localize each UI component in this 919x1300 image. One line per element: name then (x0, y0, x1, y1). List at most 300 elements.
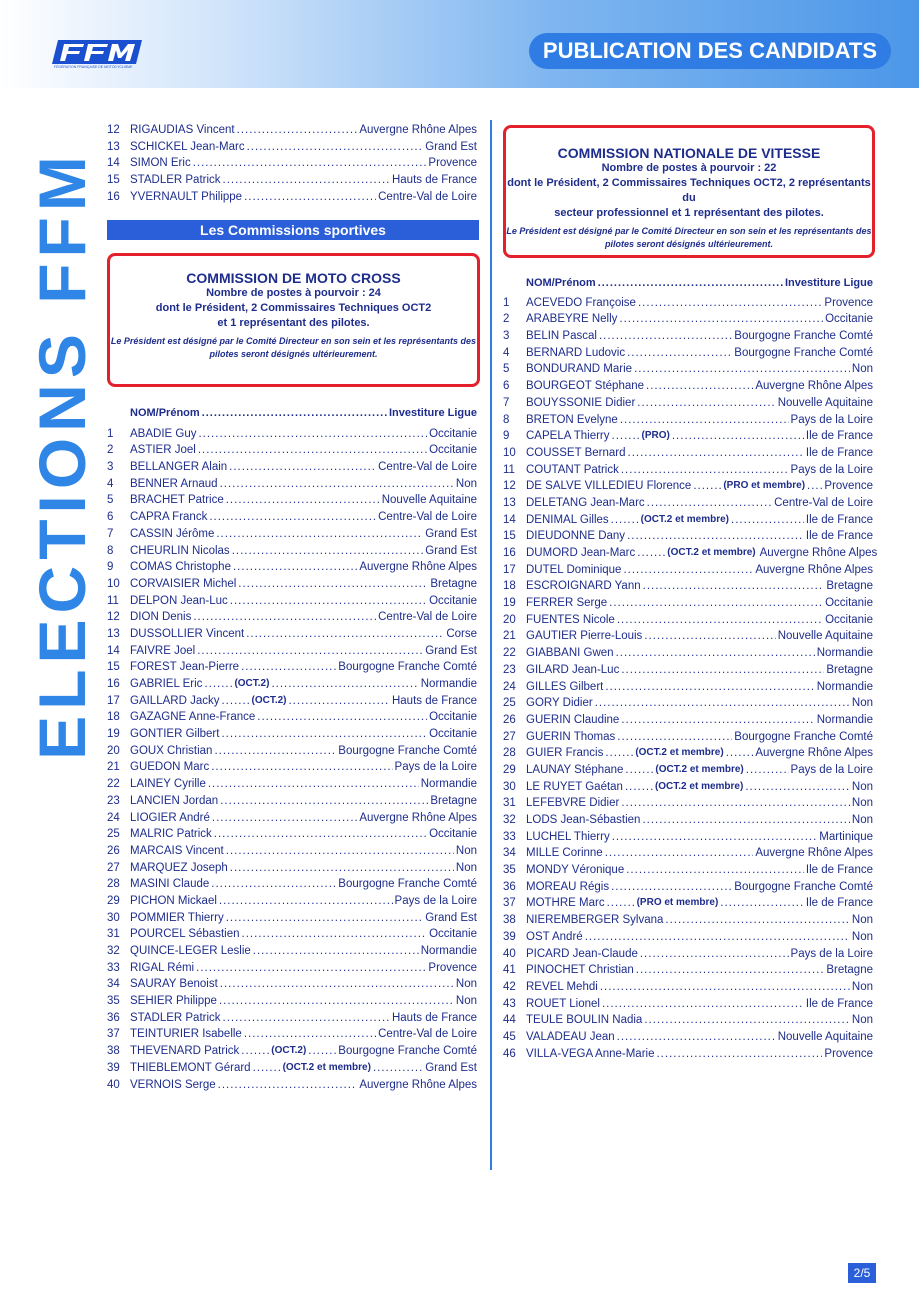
candidate-name: MALRIC Patrick (130, 828, 212, 841)
candidate-number: 36 (503, 880, 516, 893)
list-item (503, 1029, 873, 1046)
list-item (107, 643, 477, 660)
list-item (107, 709, 477, 726)
list-item (503, 862, 873, 879)
candidate-number: 16 (107, 678, 120, 690)
candidate-ligue: Bourgogne Franche Comté (734, 730, 873, 743)
candidate-ligue: Pays de la Loire (790, 763, 873, 776)
candidate-number: 30 (107, 911, 120, 924)
candidate-number: 5 (503, 363, 510, 376)
candidate-number: 15 (107, 174, 120, 187)
list-item (503, 795, 873, 812)
candidate-name: PINOCHET Christian (526, 964, 634, 977)
candidate-number: 22 (107, 778, 120, 791)
candidate-name: TEULE BOULIN Nadia (526, 1014, 643, 1027)
list-item (107, 509, 477, 526)
candidate-ligue: Hauts de France (391, 1011, 477, 1024)
candidate-name: BELIN Pascal (526, 330, 597, 343)
candidate-name: MILLE Corinne (526, 847, 603, 860)
candidate-number: 9 (107, 561, 114, 574)
candidate-name: BOURGEOT Stéphane (526, 380, 645, 393)
candidate-name: DENIMAL Gilles (526, 513, 609, 526)
candidate-ligue: Non (851, 797, 873, 810)
candidate-name: REVEL Mehdi (526, 980, 598, 993)
candidate-number: 31 (107, 928, 120, 941)
list-item (503, 996, 873, 1013)
candidate-number: 16 (503, 547, 516, 559)
candidate-name: DIEUDONNE Dany (526, 530, 626, 543)
candidate-name: FAIVRE Joel (130, 644, 196, 657)
candidate-name: ACEVEDO Françoise (526, 296, 636, 309)
list-item (503, 879, 873, 896)
list-item (503, 762, 873, 779)
candidate-name: STADLER Patrick (130, 1011, 221, 1024)
candidate-name: FUENTES Nicole (526, 613, 615, 626)
list-item (503, 628, 873, 645)
candidate-ligue: Non (851, 697, 873, 710)
candidate-ligue: Auvergne Rhône Alpes (755, 563, 873, 576)
candidate-name: GAILLARD Jacky (130, 694, 220, 707)
candidate-name: ESCROIGNARD Yann (526, 580, 641, 593)
candidate-name: COUSSET Bernard (526, 446, 626, 459)
list-item (503, 545, 878, 562)
candidate-ligue: Bretagne (430, 794, 477, 807)
candidate-name: ARABEYRE Nelly (526, 313, 618, 326)
candidate-number: 14 (107, 157, 120, 170)
candidate-ligue: Ile de France (805, 897, 873, 910)
candidate-ligue: Auvergne Rhône Alpes (755, 747, 873, 760)
candidate-ligue: Bretagne (430, 577, 477, 590)
candidate-ligue: Occitanie (429, 928, 477, 941)
list-item (107, 693, 477, 710)
candidate-name: CAPRA Franck (130, 511, 208, 524)
candidate-number: 24 (503, 680, 516, 693)
candidate-name: QUINCE-LEGER Leslie (130, 945, 251, 957)
logo-subtitle: FÉDÉRATION FRANÇAISE DE MOTOCYCLISME (54, 65, 133, 69)
candidate-number: 25 (107, 828, 120, 841)
candidate-number: 17 (107, 694, 120, 707)
side-title-block (22, 120, 102, 780)
list-item (503, 562, 873, 579)
list-item (503, 979, 873, 996)
candidate-name: GUERIN Thomas (526, 730, 616, 743)
candidate-name: MARQUEZ Joseph (130, 861, 228, 874)
list-item (503, 679, 873, 696)
candidate-ligue: Ile de France (805, 864, 873, 877)
candidate-name: THEVENARD Patrick (130, 1045, 240, 1058)
list-item (503, 595, 873, 612)
cross-info-box (107, 253, 480, 387)
list-item (503, 462, 873, 479)
candidate-name: LUCHEL Thierry (526, 830, 610, 843)
list-item (503, 929, 873, 946)
list-item (107, 609, 477, 626)
candidate-number: 6 (503, 380, 510, 393)
candidate-number: 35 (503, 864, 516, 877)
candidate-ligue: Centre-Val de Loire (378, 1028, 477, 1041)
candidate-name: DUSSOLLIER Vincent (130, 627, 245, 640)
candidate-name: LODS Jean-Sébastien (526, 814, 641, 826)
candidate-ligue: Nouvelle Aquitaine (381, 494, 477, 507)
list-item (107, 910, 477, 927)
candidate-name: PICHON Mickael (130, 894, 217, 907)
candidate-number: 40 (503, 947, 516, 960)
list-item (503, 1012, 873, 1029)
candidate-ligue: Non (455, 978, 477, 991)
candidate-name: CORVAISIER Michel (130, 577, 237, 590)
candidate-ligue: Grand Est (425, 544, 477, 557)
candidate-name: THIEBLEMONT Gérard (130, 1061, 251, 1074)
candidate-ligue: Occitanie (429, 444, 477, 457)
candidate-name: GORY Didier (526, 697, 593, 710)
section-band: Les Commissions sportives (107, 220, 479, 240)
list-item (107, 172, 477, 189)
candidate-role-tag: (PRO) (641, 430, 670, 442)
vitesse-note2: pilotes seront désignés ultérieurement. (604, 239, 774, 249)
candidate-ligue: Grand Est (425, 527, 477, 540)
col-name-header: NOM/Prénom (526, 277, 596, 289)
candidate-ligue: Normandie (816, 713, 873, 726)
candidate-ligue: Centre-Val de Loire (774, 496, 873, 509)
candidate-name: BRACHET Patrice (130, 494, 224, 507)
candidate-ligue: Occitanie (825, 613, 873, 626)
vitesse-title: COMMISSION NATIONALE DE VITESSE (557, 145, 821, 161)
candidate-role-tag: (OCT.2 et membre) (655, 763, 744, 775)
candidate-number: 25 (503, 697, 516, 710)
candidate-ligue: Non (851, 914, 873, 927)
candidate-ligue: Centre-Val de Loire (378, 611, 477, 624)
candidate-number: 9 (503, 430, 510, 443)
col-name-header: NOM/Prénom (130, 407, 200, 419)
candidate-ligue: Non (851, 363, 873, 376)
col-ligue-header: Investiture Ligue (784, 277, 873, 289)
candidate-name: COMAS Christophe (130, 561, 231, 574)
candidate-ligue: Non (851, 980, 873, 993)
list-item (107, 893, 477, 910)
candidate-ligue: Normandie (420, 678, 477, 690)
list-item (503, 378, 873, 395)
candidate-ligue: Occitanie (429, 828, 477, 841)
candidate-number: 36 (107, 1011, 120, 1024)
candidate-ligue: Hauts de France (391, 174, 477, 187)
candidate-name: DUTEL Dominique (526, 563, 622, 576)
list-item (503, 845, 873, 862)
side-title: ELECTIONS FFM (25, 150, 99, 760)
list-item (107, 1077, 477, 1094)
list-item (503, 895, 873, 912)
candidate-name: DE SALVE VILLEDIEU Florence (526, 480, 692, 493)
candidate-ligue: Non (851, 1014, 873, 1027)
list-item (503, 695, 873, 712)
candidate-name: VALADEAU Jean (526, 1030, 615, 1043)
candidate-number: 14 (503, 513, 516, 526)
candidate-ligue: Bourgogne Franche Comté (338, 661, 477, 674)
candidate-name: CASSIN Jérôme (130, 527, 215, 540)
candidate-number: 3 (107, 461, 114, 474)
list-item (503, 528, 873, 545)
list-item (503, 328, 873, 345)
candidate-ligue: Ile de France (805, 446, 873, 459)
vitesse-info-box (503, 125, 875, 258)
candidate-name: DELPON Jean-Luc (130, 594, 228, 607)
candidate-number: 17 (503, 563, 516, 576)
list-item (107, 1060, 477, 1077)
candidate-number: 23 (107, 794, 120, 807)
candidate-ligue: Grand Est (425, 140, 477, 153)
list-item (107, 776, 477, 793)
column-divider (490, 120, 492, 1170)
candidate-number: 12 (503, 480, 516, 493)
list-item (107, 876, 477, 893)
candidate-name: STADLER Patrick (130, 174, 221, 187)
candidate-name: TEINTURIER Isabelle (130, 1028, 242, 1041)
candidate-name: POURCEL Sébastien (130, 928, 240, 941)
candidate-number: 8 (107, 544, 114, 557)
candidate-ligue: Bourgogne Franche Comté (734, 880, 873, 893)
list-item (503, 745, 873, 762)
candidate-ligue: Normandie (420, 778, 477, 791)
candidate-role-tag: (OCT.2 et membre) (654, 780, 744, 792)
candidate-number: 23 (503, 663, 516, 676)
candidate-number: 19 (503, 597, 516, 610)
list-item (107, 659, 477, 676)
candidate-number: 8 (503, 413, 510, 426)
col-ligue-header: Investiture Ligue (388, 407, 477, 419)
candidate-name: CAPELA Thierry (526, 430, 610, 443)
candidate-name: GILARD Jean-Luc (526, 663, 620, 676)
candidate-number: 15 (107, 661, 120, 674)
candidate-number: 29 (503, 763, 516, 776)
candidate-number: 13 (107, 627, 120, 640)
candidate-number: 28 (503, 747, 516, 760)
candidate-ligue: Bourgogne Franche Comté (734, 346, 873, 359)
list-item (503, 812, 873, 829)
candidate-name: GILLES Gilbert (526, 680, 604, 693)
list-item (503, 361, 873, 378)
previous-list (107, 122, 477, 205)
candidate-ligue: Provence (824, 1047, 873, 1060)
candidate-ligue: Pays de la Loire (790, 463, 873, 476)
candidate-number: 18 (503, 580, 516, 593)
candidate-ligue: Centre-Val de Loire (378, 461, 477, 474)
candidate-number: 12 (107, 611, 120, 624)
candidate-number: 20 (107, 744, 120, 757)
candidate-number: 1 (107, 427, 114, 440)
cross-line1: Nombre de postes à pourvoir : 24 (206, 287, 381, 299)
list-item (503, 412, 873, 429)
vitesse-line1: Nombre de postes à pourvoir : 22 (601, 162, 777, 174)
candidate-name: ABADIE Guy (130, 427, 197, 440)
vitesse-line2: dont le Président, 2 Commissaires Techniques OCT2, 2 représentants du (507, 177, 871, 204)
candidate-number: 27 (503, 730, 516, 743)
candidate-ligue: Hauts de France (391, 694, 477, 707)
list-item (503, 946, 873, 963)
list-item (107, 459, 477, 476)
candidate-role-tag: (OCT.2 et membre) (640, 513, 730, 525)
candidate-number: 5 (107, 494, 114, 507)
candidate-name: SAURAY Benoist (130, 978, 218, 991)
candidate-name: CHEURLIN Nicolas (130, 544, 230, 557)
candidate-number: 38 (107, 1045, 120, 1058)
candidate-number: 40 (107, 1078, 120, 1091)
list-item (107, 993, 477, 1010)
vitesse-line3: secteur professionnel et 1 représentant des pilotes. (554, 207, 824, 219)
candidate-ligue: Auvergne Rhône Alpes (359, 811, 477, 824)
candidate-ligue: Bourgogne Franche Comté (338, 878, 477, 891)
list-item (503, 311, 873, 328)
list-item (107, 559, 477, 576)
candidate-number: 41 (503, 964, 516, 977)
candidate-ligue: Bretagne (826, 663, 873, 676)
candidate-name: LAUNAY Stéphane (526, 763, 624, 776)
cross-line2: dont le Président, 2 Commissaires Techniques OCT2 (155, 302, 432, 314)
candidate-name: GUIER Francis (526, 747, 604, 760)
candidate-role-tag: (OCT.2) (271, 1045, 307, 1057)
candidate-name: LANCIEN Jordan (130, 794, 219, 807)
candidate-ligue: Auvergne Rhône Alpes (759, 547, 878, 559)
candidate-number: 32 (107, 945, 120, 957)
candidate-ligue: Non (851, 930, 873, 943)
candidate-name: GOUX Christian (130, 744, 213, 757)
candidate-ligue: Ile de France (805, 513, 873, 526)
candidate-name: BOUYSSONIE Didier (526, 396, 636, 409)
list-item (503, 478, 873, 495)
candidate-ligue: Non (455, 844, 477, 857)
candidate-name: RIGAL Rémi (130, 961, 195, 974)
vitesse-note1: Le Président est désigné par le Comité Directeur en son sein et les représentants des (506, 226, 872, 236)
list-item (107, 1043, 477, 1060)
candidate-ligue: Non (455, 477, 477, 490)
list-item (503, 645, 873, 662)
candidate-name: MONDY Véronique (526, 864, 625, 877)
candidate-name: GAUTIER Pierre-Louis (526, 630, 643, 643)
candidate-number: 20 (503, 613, 516, 626)
list-item (107, 793, 477, 810)
candidate-name: FOREST Jean-Pierre (130, 661, 240, 674)
candidate-ligue: Non (455, 995, 477, 1008)
cross-line3: et 1 représentant des pilotes. (217, 317, 370, 329)
candidate-number: 26 (503, 713, 516, 726)
candidate-number: 37 (503, 897, 516, 910)
candidate-name: DION Denis (130, 611, 192, 624)
candidate-name: GONTIER Gilbert (130, 728, 220, 741)
candidate-number: 32 (503, 814, 516, 826)
candidate-ligue: Occitanie (825, 597, 873, 610)
candidate-number: 19 (107, 728, 120, 741)
candidate-ligue: Normandie (816, 680, 873, 693)
candidate-name: SCHICKEL Jean-Marc (130, 140, 245, 153)
candidate-name: OST André (526, 930, 583, 943)
candidate-number: 33 (503, 830, 516, 843)
list-item (107, 843, 477, 860)
list-item (503, 295, 873, 312)
list-item (107, 743, 477, 760)
candidate-ligue: Centre-Val de Loire (378, 511, 477, 524)
candidate-ligue: Auvergne Rhône Alpes (755, 380, 873, 393)
list-item (503, 962, 873, 979)
list-item (503, 779, 873, 796)
page-title: PUBLICATION DES CANDIDATS (529, 33, 891, 69)
candidate-role-tag: (OCT.2 et membre) (667, 547, 756, 558)
candidate-ligue: Occitanie (429, 594, 477, 607)
candidate-number: 22 (503, 647, 516, 660)
candidate-ligue: Nouvelle Aquitaine (777, 630, 873, 643)
candidate-name: BRETON Evelyne (526, 413, 618, 426)
candidate-number: 33 (107, 961, 120, 974)
candidate-ligue: Auvergne Rhône Alpes (359, 124, 477, 136)
candidate-number: 45 (503, 1030, 516, 1043)
candidate-ligue: Provence (824, 480, 873, 493)
candidate-ligue: Nouvelle Aquitaine (777, 396, 873, 409)
candidate-ligue: Occitanie (429, 427, 477, 440)
candidate-number: 7 (503, 396, 510, 409)
list-item (107, 926, 477, 943)
candidate-number: 27 (107, 861, 120, 874)
candidate-name: LE RUYET Gaétan (526, 780, 623, 793)
candidate-name: RIGAUDIAS Vincent (130, 124, 235, 136)
candidate-number: 6 (107, 511, 114, 524)
list-item (503, 578, 873, 595)
candidate-number: 7 (107, 527, 114, 540)
list-item (107, 826, 477, 843)
list-item (107, 759, 477, 776)
list-item (503, 712, 873, 729)
candidate-ligue: Pays de la Loire (790, 413, 873, 426)
candidate-number: 2 (503, 313, 510, 326)
candidate-role-tag: (OCT.2 et membre) (635, 747, 724, 759)
candidate-number: 10 (503, 446, 516, 459)
candidate-name: NIEREMBERGER Sylvana (526, 914, 664, 927)
candidate-number: 26 (107, 844, 120, 857)
list-item (107, 960, 477, 977)
list-item (503, 512, 873, 529)
candidate-ligue: Grand Est (425, 911, 477, 924)
candidate-role-tag: (OCT.2) (251, 694, 287, 706)
candidate-role-tag: (PRO et membre) (636, 897, 719, 909)
candidate-ligue: Normandie (420, 945, 477, 957)
candidate-ligue: Occitanie (429, 728, 477, 741)
candidate-ligue: Pays de la Loire (394, 894, 477, 907)
list-item (107, 139, 477, 156)
candidate-ligue: Provence (428, 157, 477, 170)
candidate-number: 1 (503, 296, 510, 309)
candidate-number: 4 (503, 346, 510, 359)
candidate-ligue: Auvergne Rhône Alpes (359, 561, 477, 574)
candidate-ligue: Normandie (816, 647, 873, 660)
candidate-number: 13 (503, 496, 516, 509)
candidate-name: DUMORD Jean-Marc (526, 547, 636, 559)
candidate-name: GAZAGNE Anne-France (130, 711, 256, 724)
list-item (503, 495, 873, 512)
candidate-role-tag: (OCT.2) (234, 678, 270, 689)
candidate-ligue: Grand Est (425, 644, 477, 657)
candidate-ligue: Grand Est (425, 1061, 477, 1074)
candidate-name: COUTANT Patrick (526, 463, 619, 476)
vitesse-list-header (503, 275, 873, 292)
candidate-ligue: Martinique (819, 830, 873, 843)
cross-title: COMMISSION DE MOTO CROSS (186, 270, 401, 286)
candidate-name: LIOGIER André (130, 811, 210, 824)
list-item (107, 676, 477, 693)
candidate-name: GUERIN Claudine (526, 713, 620, 726)
list-item (503, 345, 873, 362)
candidate-ligue: Centre-Val de Loire (378, 190, 477, 203)
list-item (503, 445, 873, 462)
list-item (107, 122, 477, 139)
candidate-number: 16 (107, 190, 120, 203)
candidate-name: FERRER Serge (526, 597, 608, 610)
candidate-ligue: Occitanie (825, 313, 873, 326)
